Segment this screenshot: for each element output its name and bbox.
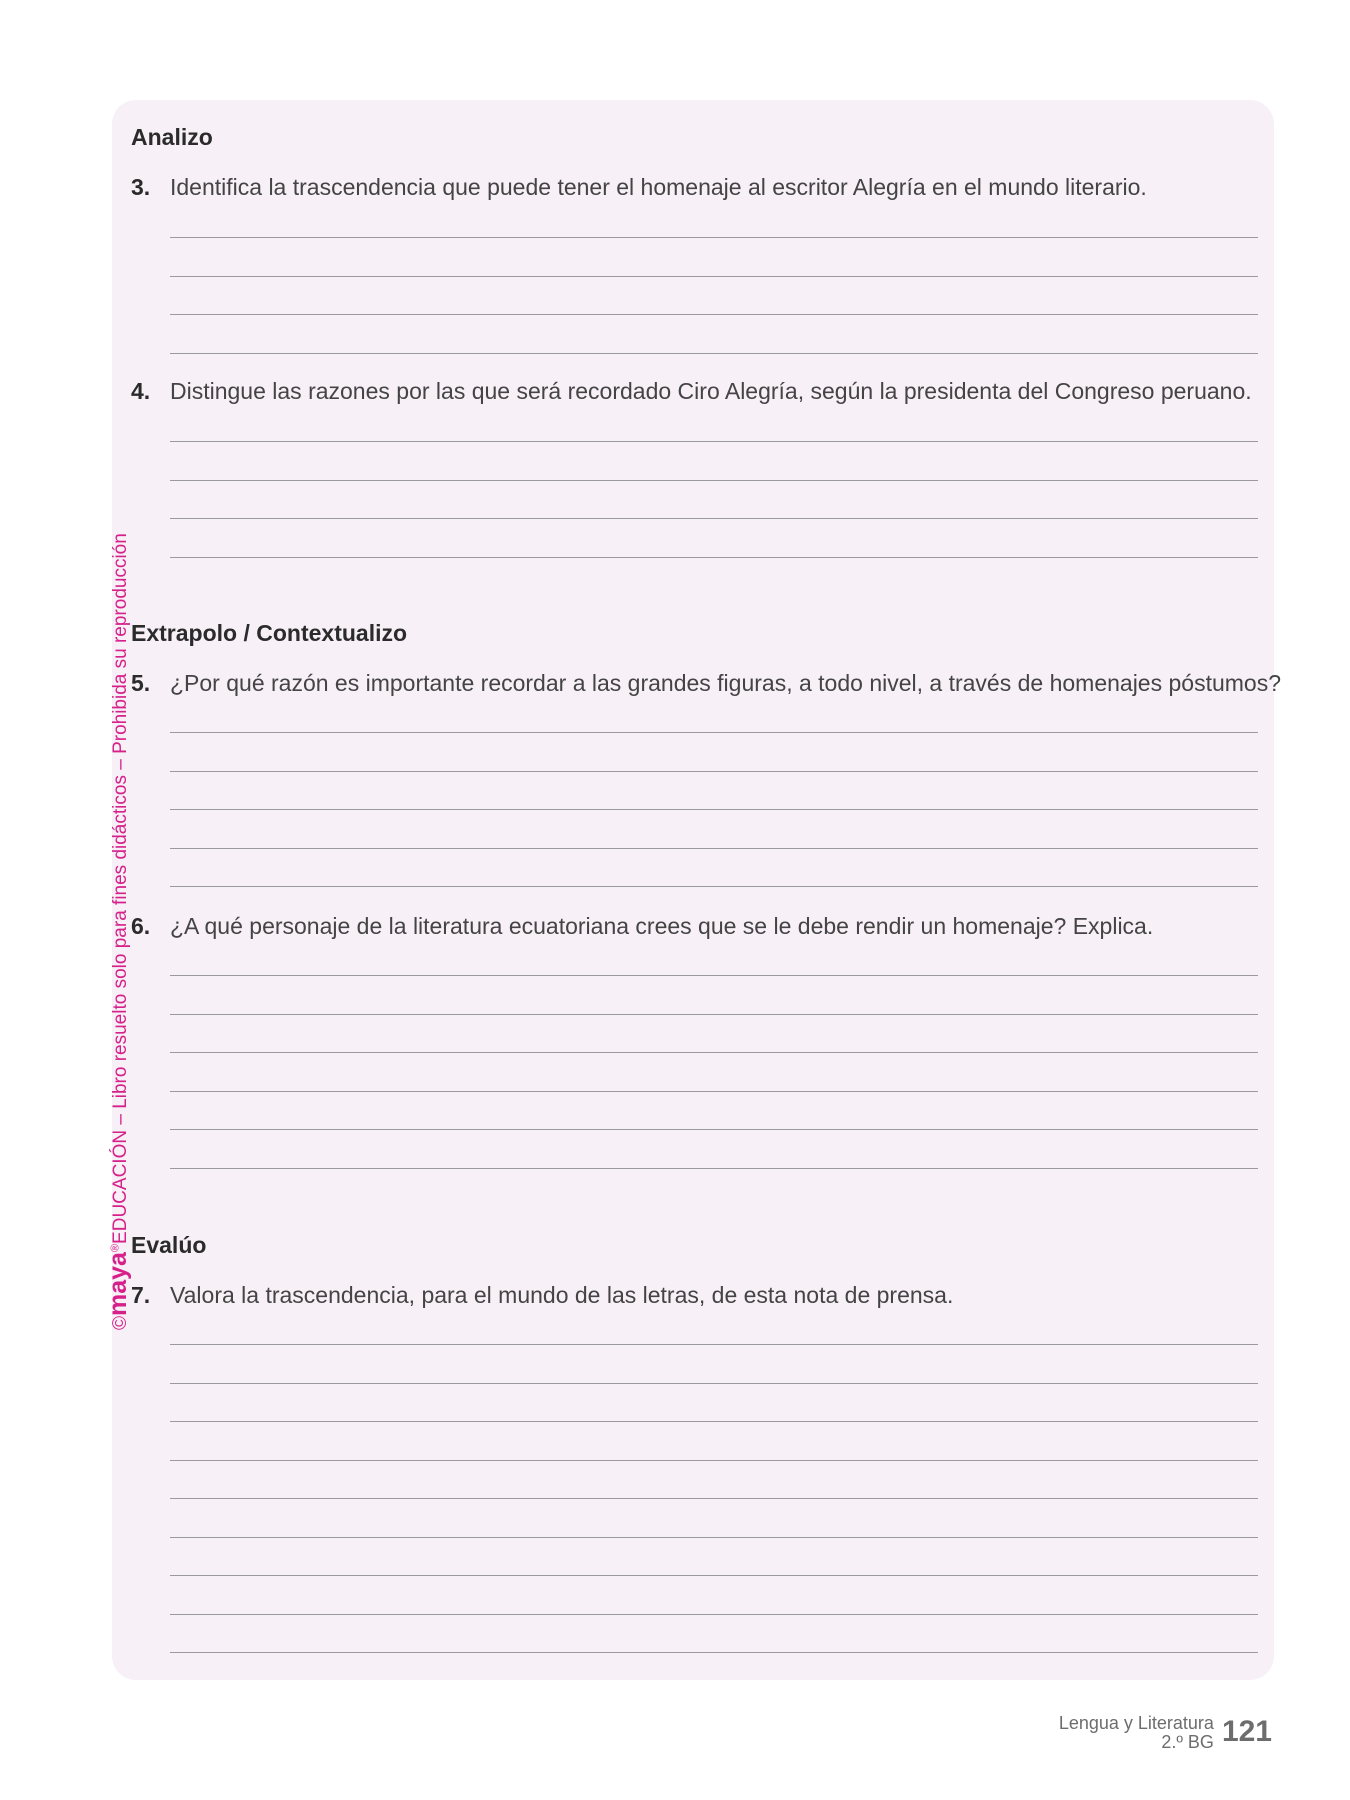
question-number: 6. bbox=[131, 913, 151, 939]
section-title-extrapolo: Extrapolo / Contextualizo bbox=[131, 620, 408, 646]
question-number: 7. bbox=[131, 1282, 151, 1308]
answer-line-q5[interactable] bbox=[170, 886, 1258, 887]
answer-line-q6[interactable] bbox=[170, 1014, 1258, 1015]
answer-line-q7[interactable] bbox=[170, 1421, 1258, 1422]
answer-line-q4[interactable] bbox=[170, 557, 1258, 558]
footer-subject: Lengua y Literatura bbox=[1058, 1713, 1214, 1733]
answer-line-q7[interactable] bbox=[170, 1537, 1258, 1538]
answer-line-q7[interactable] bbox=[170, 1614, 1258, 1615]
question-3 bbox=[131, 174, 1147, 201]
answer-line-q6[interactable] bbox=[170, 1091, 1258, 1092]
question-number: 5. bbox=[131, 670, 151, 696]
answer-line-q7[interactable] bbox=[170, 1344, 1258, 1345]
registered-symbol: ® bbox=[109, 1243, 122, 1253]
copyright-symbol: © bbox=[110, 1316, 131, 1330]
answer-line-q6[interactable] bbox=[170, 1168, 1258, 1169]
answer-line-q7[interactable] bbox=[170, 1460, 1258, 1461]
question-7 bbox=[131, 1282, 953, 1309]
answer-line-q7[interactable] bbox=[170, 1383, 1258, 1384]
section-title-analizo: Analizo bbox=[131, 124, 213, 150]
question-text: ¿A qué personaje de la literatura ecuatoriana crees que se le debe rendir un homenaje? Explica. bbox=[170, 913, 1154, 939]
answer-line-q5[interactable] bbox=[170, 771, 1258, 772]
answer-line-q6[interactable] bbox=[170, 1052, 1258, 1053]
question-number: 4. bbox=[131, 378, 151, 404]
answer-line-q3[interactable] bbox=[170, 353, 1258, 354]
section-title-evaluo: Evalúo bbox=[131, 1232, 207, 1258]
answer-line-q5[interactable] bbox=[170, 848, 1258, 849]
answer-line-q3[interactable] bbox=[170, 237, 1258, 238]
answer-line-q7[interactable] bbox=[170, 1498, 1258, 1499]
answer-line-q5[interactable] bbox=[170, 809, 1258, 810]
question-number: 3. bbox=[131, 174, 151, 200]
answer-line-q4[interactable] bbox=[170, 480, 1258, 481]
footer-text bbox=[1059, 1714, 1214, 1752]
answer-line-q4[interactable] bbox=[170, 518, 1258, 519]
answer-line-q3[interactable] bbox=[170, 276, 1258, 277]
answer-line-q4[interactable] bbox=[170, 441, 1258, 442]
footer-grade: 2.º BG bbox=[1161, 1732, 1214, 1752]
answer-line-q3[interactable] bbox=[170, 314, 1258, 315]
copyright-sidebar bbox=[104, 533, 133, 1330]
question-text: Distingue las razones por las que será recordado Ciro Alegría, según la presidenta del Congreso peruano. bbox=[170, 378, 1252, 404]
answer-line-q5[interactable] bbox=[170, 732, 1258, 733]
page-footer bbox=[1059, 1714, 1272, 1752]
copyright-text: EDUCACIÓN – Libro resuelto solo para fines didácticos – Prohibida su reproducción bbox=[110, 533, 131, 1244]
page-number: 121 bbox=[1221, 1715, 1272, 1748]
question-6 bbox=[131, 913, 1153, 940]
answer-line-q7[interactable] bbox=[170, 1652, 1258, 1653]
brand-logo-text: maya bbox=[104, 1252, 132, 1316]
answer-line-q6[interactable] bbox=[170, 1129, 1258, 1130]
activity-panel bbox=[109, 100, 1274, 1680]
question-4 bbox=[131, 378, 1252, 405]
question-text: Identifica la trascendencia que puede tener el homenaje al escritor Alegría en el mundo literario. bbox=[170, 174, 1147, 200]
question-5 bbox=[131, 670, 1281, 697]
question-text: ¿Por qué razón es importante recordar a las grandes figuras, a todo nivel, a través de homenajes póstumos? bbox=[170, 670, 1281, 696]
answer-line-q6[interactable] bbox=[170, 975, 1258, 976]
answer-line-q7[interactable] bbox=[170, 1575, 1258, 1576]
question-text: Valora la trascendencia, para el mundo de las letras, de esta nota de prensa. bbox=[170, 1282, 954, 1308]
